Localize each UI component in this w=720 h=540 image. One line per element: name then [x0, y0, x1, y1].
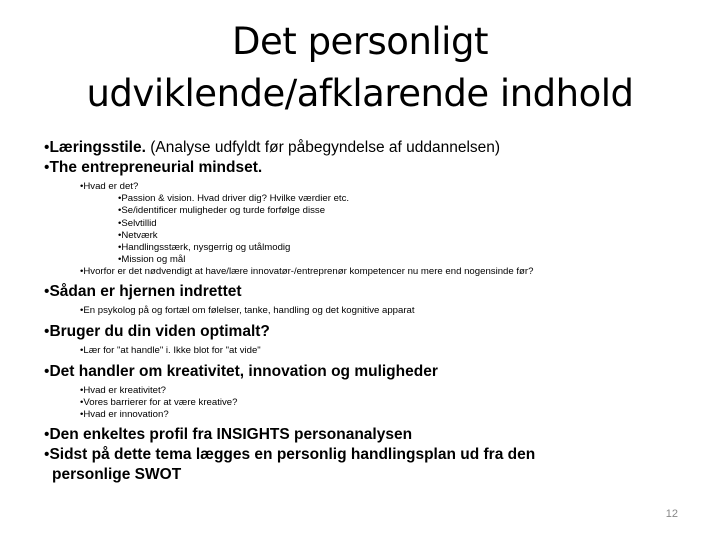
sub-sub-bullet: •Passion & vision. Hvad driver dig? Hvilke værdier etc.	[118, 193, 350, 205]
sub-bullet: •En psykolog på og fortæl om følelser, tanke, handling og det kognitive apparat	[80, 304, 415, 316]
bullet-dot: •	[44, 159, 50, 176]
bullet-normal-text: (Analyse udfyldt før påbegyndelse af uddannelsen)	[145, 139, 501, 156]
bullet-dot: •	[44, 363, 50, 381]
bullet-bold-text: Sådan er hjernen indrettet	[49, 282, 242, 300]
sub-bullet: •Vores barrierer for at være kreative?	[80, 397, 238, 409]
bullet-entrepreneurial-mindset	[44, 158, 684, 178]
bullet-kreativitet	[44, 362, 684, 382]
sub-bullet: •Hvad er kreativitet?	[80, 385, 167, 397]
bullet-handlingsplan	[44, 445, 684, 485]
bullet-bold-text: Den enkeltes profil fra INSIGHTS personanalysen	[49, 425, 413, 443]
bullet-hjernen	[44, 282, 684, 302]
sub-bullet: •Hvad er innovation?	[80, 409, 169, 421]
page-number: 12	[665, 508, 678, 520]
bullet-bold-text: The entrepreneurial mindset.	[49, 159, 263, 176]
bullet-bold-text-continued: personlige SWOT	[52, 465, 182, 483]
title-line-2: udviklende/afklarende indhold	[86, 72, 634, 115]
bullet-dot: •	[44, 139, 50, 156]
bullet-bold-text: Bruger du din viden optimalt?	[49, 322, 270, 340]
bullet-dot: •	[44, 425, 50, 443]
bullet-bold-text: Det handler om kreativitet, innovation og muligheder	[49, 363, 438, 381]
sub-sub-bullet: •Handlingsstærk, nysgerrig og utålmodig	[118, 242, 291, 254]
slide-title	[0, 16, 720, 120]
sub-sub-bullet: •Mission og mål	[118, 254, 186, 266]
bullet-laeringsstile	[44, 138, 684, 158]
bullet-dot: •	[44, 445, 50, 463]
sub-sub-bullet: •Selvtillid	[118, 217, 157, 229]
sub-sub-bullet: •Se/identificer muligheder og turde forfølge disse	[118, 205, 326, 217]
bullet-viden-optimalt	[44, 322, 684, 342]
bullet-dot: •	[44, 282, 50, 300]
sub-bullet: •Hvad er det?	[80, 181, 139, 192]
bullet-dot: •	[44, 322, 50, 340]
sub-bullet: •Hvorfor er det nødvendigt at have/lære innovatør-/entreprenør kompetencer nu mere end nogensinde før?	[80, 266, 534, 278]
bullet-bold-text: Sidst på dette tema lægges en personlig handlingsplan ud fra den	[49, 445, 536, 463]
bullet-bold-text: Læringsstile.	[49, 139, 146, 156]
title-line-1: Det personligt	[232, 20, 488, 63]
sub-sub-bullet: •Netværk	[118, 229, 158, 241]
bullet-insights-profil	[44, 425, 684, 445]
slide-content	[44, 138, 684, 485]
sub-bullet: •Lær for "at handle" i. Ikke blot for "at vide"	[80, 344, 261, 356]
